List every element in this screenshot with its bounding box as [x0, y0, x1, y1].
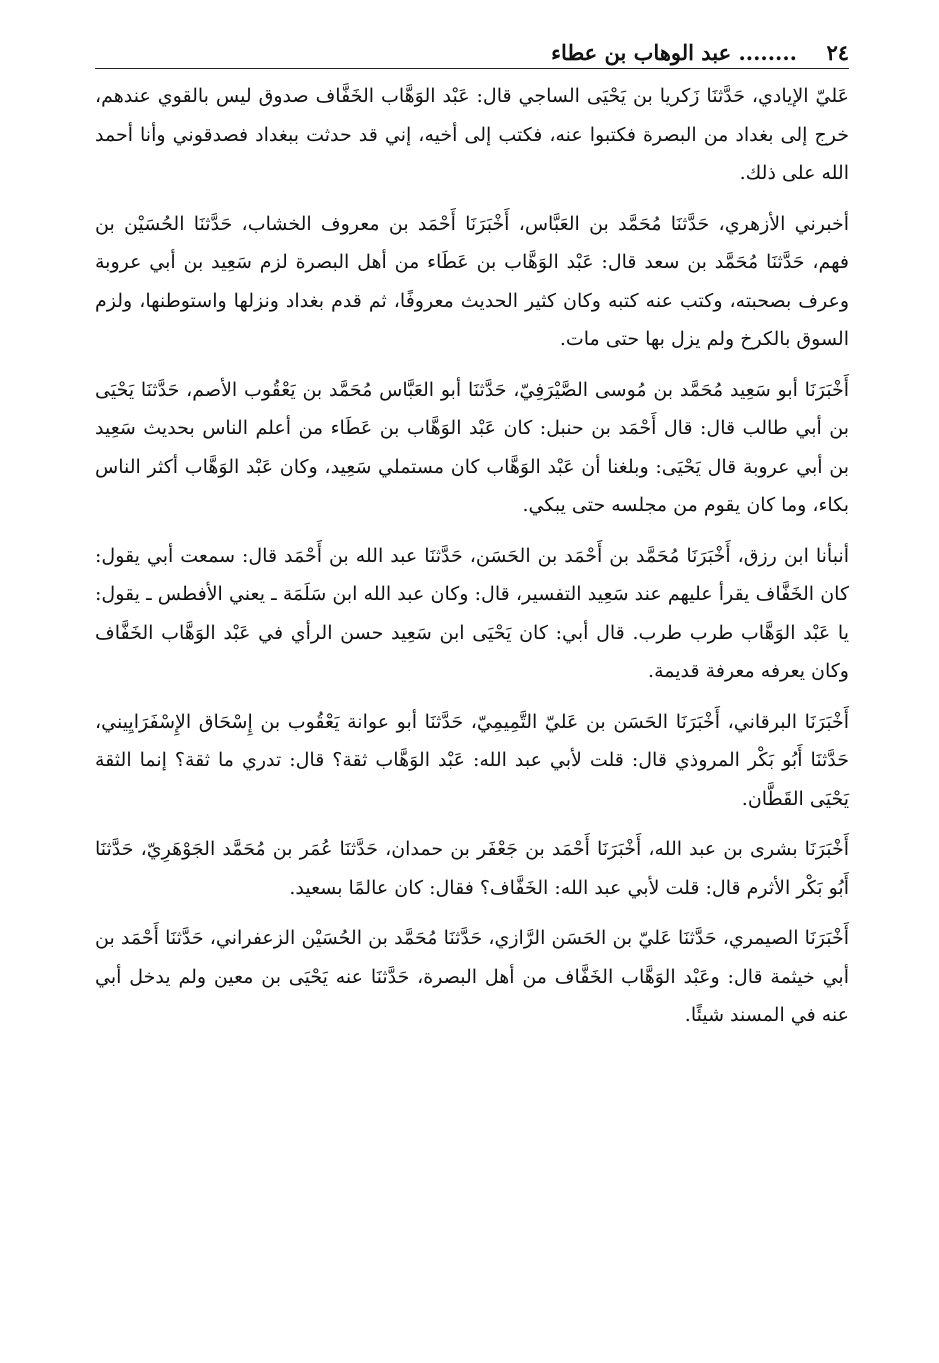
title-dots: ........ — [738, 40, 797, 65]
paragraph-1: عَليّ الإيادي، حَدَّثنَا زَكريا بن يَحْيَى الساجي قال: عَبْد الوَهَّاب الخَفَّاف صدوق ليس بالقوي عندهم، خرج إلى بغداد من البصرة فكتبوا عنه، فكتب إلى أخيه، إني قد حدثت ببغداد فصدقوني وأنا أحمد الله على ذلك. — [95, 85, 849, 184]
paragraph-4: أنبأنا ابن رزق، أَخْبَرَنَا مُحَمَّد بن أَحْمَد بن الحَسَن، حَدَّثنَا عبد الله بن أَحْمَد قال: سمعت أبي يقول: كان الخَفَّاف يقرأ عليهم عند سَعِيد التفسير، قال: وكان عبد الله ابن سَلَمَة ـ يعني الأفطس ـ يقول: يا عَبْد الوَهَّاب طرب طرب. قال أبي: كان يَحْيَى ابن سَعِيد حسن الرأي في عَبْد الوَهَّاب الخَفَّاف وكان يعرفه معرفة قديمة. — [95, 544, 849, 682]
paragraph-7: أَخْبَرَنَا الصيمري، حَدَّثنَا عَليّ بن الحَسَن الرَّازي، حَدَّثنَا مُحَمَّد بن الحُسَيْن الزعفراني، حَدَّثنَا أَحْمَد بن أبي خيثمة قال: وعَبْد الوَهَّاب الخَفَّاف من أهل البصرة، حَدَّثنَا عنه يَحْيَى بن معين ولم يدخل أبي عنه في المسند شيئًا. — [95, 927, 849, 1026]
running-title-text: عبد الوهاب بن عطاء — [551, 40, 732, 65]
paragraph-2: أخبرني الأزهري، حَدَّثنَا مُحَمَّد بن العَبَّاس، أَخْبَرَنَا أَحْمَد بن معروف الخشاب، حَدَّثنَا الحُسَيْن بن فهم، حَدَّثنَا مُحَمَّد بن سعد قال: عَبْد الوَهَّاب بن عَطَاء من أهل البصرة لزم سَعِيد بن أبي عروبة وعرف بصحبته، وكتب عنه كتبه وكان كثير الحديث معروفًا، ثم قدم بغداد ونزلها واستوطنها، ولزم السوق بالكرخ ولم يزل بها حتى مات. — [95, 212, 849, 350]
paragraph-3: أَخْبَرَنَا أبو سَعِيد مُحَمَّد بن مُوسى الصَّيْرَفِيّ، حَدَّثنَا أبو العَبَّاس مُحَمَّد بن يَعْقُوب الأصم، حَدَّثنَا يَحْيَى بن أبي طالب قال: قال أَحْمَد بن حنبل: كان عَبْد الوَهَّاب بن عَطَاء من أعلم الناس بحديث سَعِيد بن أبي عروبة قال يَحْيَى: وبلغنا أن عَبْد الوَهَّاب كان مستملي سَعِيد، وكان عَبْد الوَهَّاب أكثر الناس بكاء، وما كان يقوم من مجلسه حتى يبكي. — [95, 378, 849, 516]
paragraph-5: أَخْبَرَنَا البرقاني، أَخْبَرَنَا الحَسَن بن عَليّ التَّمِيمِيّ، حَدَّثنَا أبو عوانة يَعْقُوب بن إِسْحَاق الإِسْفَرَايِيني، حَدَّثنَا أَبُو بَكْر المروذي قال: قلت لأبي عبد الله: عَبْد الوَهَّاب ثقة؟ قال: تدري ما ثقة؟ إنما الثقة يَحْيَى القَطَّان. — [95, 710, 849, 810]
running-title — [551, 38, 797, 68]
page-number: ٢٤ — [826, 40, 849, 65]
page-header — [95, 38, 849, 69]
paragraph-6: أَخْبَرَنَا بشرى بن عبد الله، أَخْبَرَنَا أَحْمَد بن جَعْفَر بن حمدان، حَدَّثنَا عُمَر بن مُحَمَّد الجَوْهَرِيّ، حَدَّثنَا أَبُو بَكْر الأثرم قال: قلت لأبي عبد الله: الخَفَّاف؟ فقال: كان عالمًا بسعيد. — [95, 838, 849, 899]
